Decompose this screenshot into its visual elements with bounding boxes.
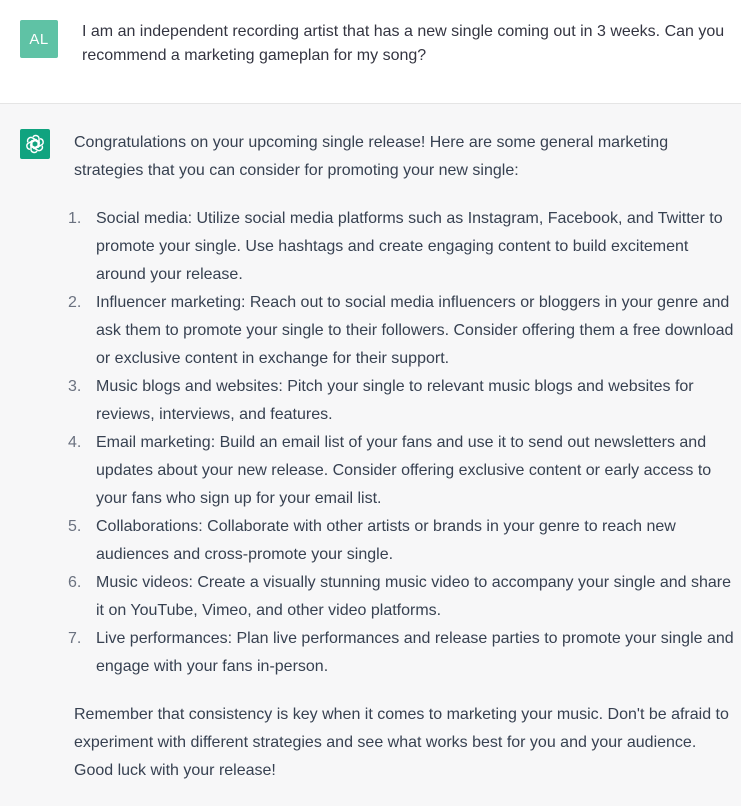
- list-item: [68, 569, 734, 625]
- list-item: [68, 289, 734, 373]
- list-item-number: 2.: [68, 294, 82, 311]
- list-item-number: 6.: [68, 574, 82, 591]
- list-item-text: Influencer marketing: Reach out to social media influencers or bloggers in your genre and ask them to promote your single to their followers. Consider offering them a free download or exclusive content in exchange for their support.: [96, 294, 734, 367]
- user-avatar: [20, 20, 58, 58]
- assistant-intro: Congratulations on your upcoming single release! Here are some general marketing strategies that you can consider for promoting your new single:: [74, 134, 669, 179]
- list-item: [68, 513, 734, 569]
- user-message-row: [0, 0, 741, 104]
- strategy-list: [68, 205, 734, 681]
- assistant-outro: Remember that consistency is key when it comes to marketing your music. Don't be afraid to experiment with different strategies and see what works best for you and your audience. Good luck with your release!: [74, 706, 729, 779]
- list-item-text: Music blogs and websites: Pitch your single to relevant music blogs and websites for reviews, interviews, and features.: [96, 378, 694, 423]
- list-item-text: Live performances: Plan live performances and release parties to promote your single and engage with your fans in-person.: [96, 630, 734, 675]
- list-item-number: 4.: [68, 434, 82, 451]
- assistant-message-row: [0, 104, 741, 806]
- list-item-text: Social media: Utilize social media platforms such as Instagram, Facebook, and Twitter to promote your single. Use hashtags and create engaging content to build excitement around your release.: [96, 210, 723, 283]
- list-item-number: 3.: [68, 378, 82, 395]
- openai-logo-icon: [24, 133, 46, 155]
- assistant-message-content: [68, 129, 734, 785]
- list-item: [68, 205, 734, 289]
- list-item: [68, 373, 734, 429]
- list-item: [68, 625, 734, 681]
- assistant-avatar: [20, 129, 50, 159]
- list-item-text: Music videos: Create a visually stunning music video to accompany your single and share it on YouTube, Vimeo, and other video platforms.: [96, 574, 731, 619]
- list-item: [68, 429, 734, 513]
- list-item-number: 7.: [68, 630, 82, 647]
- user-message-text: I am an independent recording artist that has a new single coming out in 3 weeks. Can you recommend a marketing gameplan for my song?: [82, 23, 725, 64]
- list-item-number: 1.: [68, 210, 82, 227]
- list-item-number: 5.: [68, 518, 82, 535]
- list-item-text: Collaborations: Collaborate with other artists or brands in your genre to reach new audiences and cross-promote your single.: [96, 518, 676, 563]
- list-item-text: Email marketing: Build an email list of your fans and use it to send out newsletters and updates about your new release. Consider offering exclusive content or early access to your fans who sign up for your email list.: [96, 434, 712, 507]
- user-avatar-initials: AL: [29, 30, 49, 48]
